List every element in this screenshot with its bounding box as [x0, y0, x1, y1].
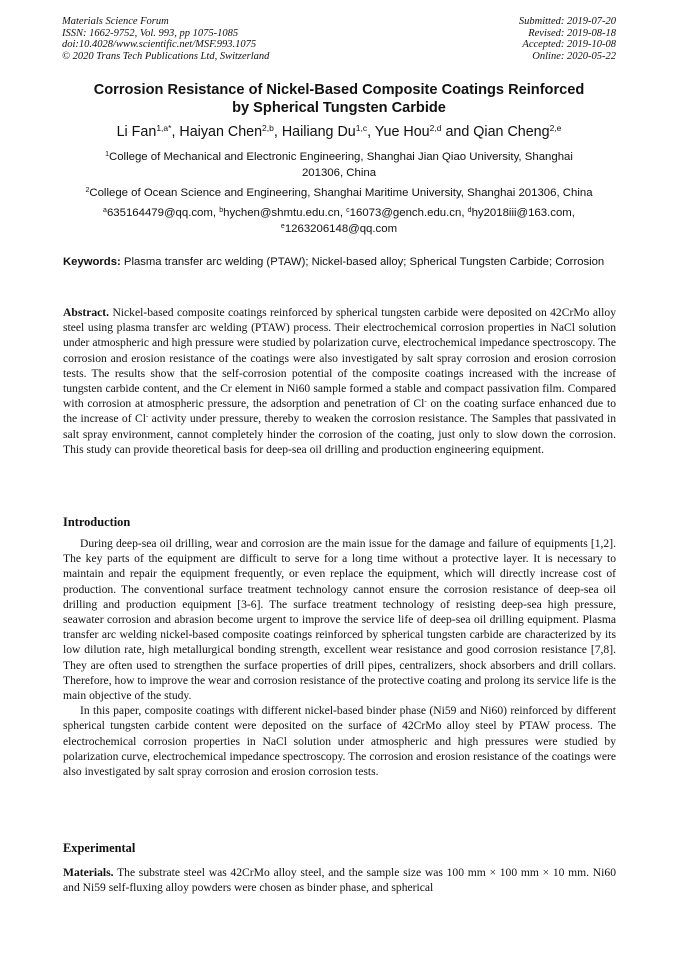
author-separator: ,	[273, 124, 282, 140]
email-address[interactable]: 635164479@qq.com	[106, 207, 213, 219]
abstract-text: on the coating surface enhanced due to the increase of Cl	[63, 397, 616, 426]
affiliation-2	[50, 185, 628, 201]
journal-doi: doi:10.4028/www.scientific.net/MSF.993.1075	[62, 39, 257, 51]
email-line-1: $^a$635164479@qq.com, $^b$hychen@shmtu.edu.cn, $^c$16073@gench.edu.cn, $^d$hy2018iii@163.com,	[103, 207, 575, 219]
introduction-body	[63, 536, 616, 779]
journal-copyright: © 2020 Trans Tech Publications Ltd, Switzerland	[62, 50, 270, 62]
date-online: Online: 2020-05-22	[532, 50, 616, 62]
email-mark: a	[103, 207, 107, 214]
author-list	[40, 123, 638, 141]
email-list	[50, 205, 628, 237]
author-name: Yue Hou	[374, 124, 430, 140]
introduction-paragraph-1: During deep-sea oil drilling, wear and corrosion are the main issue for the damage and failure of equipments [1,2]. The key parts of the equipment are difficult to serve for a long time without a protective layer. It is necessary to maintain and repair the equipment frequently, or even replace the equipment, which will directly increase cost of production. The conventional surface treatment technology cannot ensure the corrosion resistance of deep-sea oil drilling and production equipment [3-6]. The surface treatment technology of resisting deep-sea high pressure, seawater corrosion and abrasion become urgent to improve the service life of deep-sea oil drilling equipment. Plasma transfer arc welding nickel-based composite coatings reinforced by spherical tungsten carbide are characterized by its low dilution rate, high metallurgical bonding strength, excellent wear resistance and good corrosion resistance [7,8]. They are often used to strengthen the surface properties of drill pipes, centralizers, shock absorbers and drill collars. Therefore, how to improve the wear and corrosion resistance of the protective coating and prolong its service life is the main objective of the study.	[63, 537, 616, 703]
date-accepted: Accepted: 2019-10-08	[522, 39, 616, 51]
paper-title	[40, 81, 638, 117]
introduction-heading: Introduction	[63, 515, 131, 529]
author-name: Haiyan Chen	[179, 124, 263, 140]
email-line-2	[50, 221, 628, 237]
journal-name: Materials Science Forum	[62, 16, 169, 27]
author-affiliation-mark: 1,c	[355, 123, 368, 133]
author-conjunction: and	[441, 124, 474, 140]
journal-issn: ISSN: 1662-9752, Vol. 993, pp 1075-1085	[62, 27, 239, 39]
experimental-heading: Experimental	[63, 841, 136, 855]
abstract-label: Abstract.	[63, 306, 110, 319]
author-separator: ,	[171, 124, 180, 140]
title-line-2: by Spherical Tungsten Carbide	[232, 100, 446, 116]
author-affiliation-mark: 2,d	[429, 123, 442, 133]
materials-text: The substrate steel was 42CrMo alloy steel, and the sample size was 100 mm × 100 mm × 10 mm. Ni60 and Ni59 self-fluxing alloy powders were chosen as binder phase, and spherical	[63, 866, 616, 895]
experimental-body	[63, 865, 616, 895]
keywords-label: Keywords:	[63, 256, 121, 268]
abstract-text: Nickel-based composite coatings reinforced by spherical tungsten carbide were deposited on 42CrMo alloy steel using plasma transfer arc welding (PTAW) process. Their electrochemical corrosion properties in NaCl solution under atmospheric and high pressure were studied by polarization curve, electrochemical impedance spectroscopy. The corrosion and erosion resistance of the coatings were also investigated by salt spray corrosion and erosion corrosion tests. The results show that the self-corrosion potential of the composite coatings increased with the increase of tungsten carbide content, and the Cr element in Ni60 sample formed a stable and compact passivation film. Compared with corrosion at atmospheric pressure, the adsorption and penetration of Cl	[63, 306, 616, 411]
affiliation-text: College of Mechanical and Electronic Engineering, Shanghai Jian Qiao University, Shanghai	[108, 151, 573, 163]
affiliation-text: College of Ocean Science and Engineering, Shanghai Maritime University, Shanghai 201306, China	[89, 187, 593, 199]
email-address[interactable]: 1263206148@qq.com	[284, 223, 398, 235]
author-name: Li Fan	[116, 124, 157, 140]
introduction-paragraph-2: In this paper, composite coatings with different nickel-based binder phase (Ni59 and Ni60) reinforced by different spherical tungsten carbide content were deposited on the surface of 42CrMo alloy steel by PTAW process. The electrochemical corrosion properties in NaCl solution under atmospheric and high pressures were studied by polarization curve, electrochemical impedance spectroscopy. The corrosion and erosion resistance of the coatings were also investigated by salt spray corrosion and erosion corrosion tests.	[63, 704, 616, 779]
email-mark: d	[467, 207, 472, 214]
author-separator: ,	[367, 124, 375, 140]
email-address[interactable]: hychen@shmtu.edu.cn	[223, 207, 340, 219]
email-mark: b	[219, 207, 224, 214]
author-affiliation-mark: 2,e	[549, 123, 562, 133]
affiliation-mark: 2	[85, 187, 90, 194]
abstract-text: activity under pressure, thereby to weaken the corrosion resistance. The Samples that passivated in salt spray environment, cannot completely hinder the corrosion of the coating, just only to slow down the corrosion. This study can provide theoretical basis for deep-sea oil drilling and production engineering equipment.	[63, 412, 616, 456]
keywords	[63, 255, 615, 271]
journal-info	[62, 16, 269, 62]
publication-dates	[519, 16, 616, 62]
email-mark: e	[280, 223, 285, 230]
author-affiliation-mark: 1,a*	[156, 123, 172, 133]
affiliation-1-line-1	[50, 149, 628, 165]
email-address[interactable]: hy2018iii@163.com	[471, 207, 572, 219]
superscript-minus: -	[145, 412, 149, 421]
abstract	[63, 305, 616, 457]
date-revised: Revised: 2019-08-18	[528, 27, 616, 39]
author-name: Hailiang Du	[281, 124, 356, 140]
email-mark: c	[346, 207, 350, 214]
author-name: Qian Cheng	[473, 124, 550, 140]
affiliation-1	[50, 149, 628, 181]
date-submitted: Submitted: 2019-07-20	[518, 16, 616, 27]
superscript-minus: -	[424, 397, 427, 406]
materials-label: Materials.	[63, 866, 114, 879]
affiliation-1-line-2: 201306, China	[301, 167, 377, 179]
author-affiliation-mark: 2,b	[262, 123, 274, 133]
title-line-1: Corrosion Resistance of Nickel-Based Composite Coatings Reinforced	[93, 82, 585, 98]
keywords-text: Plasma transfer arc welding (PTAW); Nickel-based alloy; Spherical Tungsten Carbide; Corrosion	[123, 256, 605, 268]
affiliation-mark: 1	[105, 151, 109, 158]
email-address[interactable]: 16073@gench.edu.cn	[349, 207, 462, 219]
